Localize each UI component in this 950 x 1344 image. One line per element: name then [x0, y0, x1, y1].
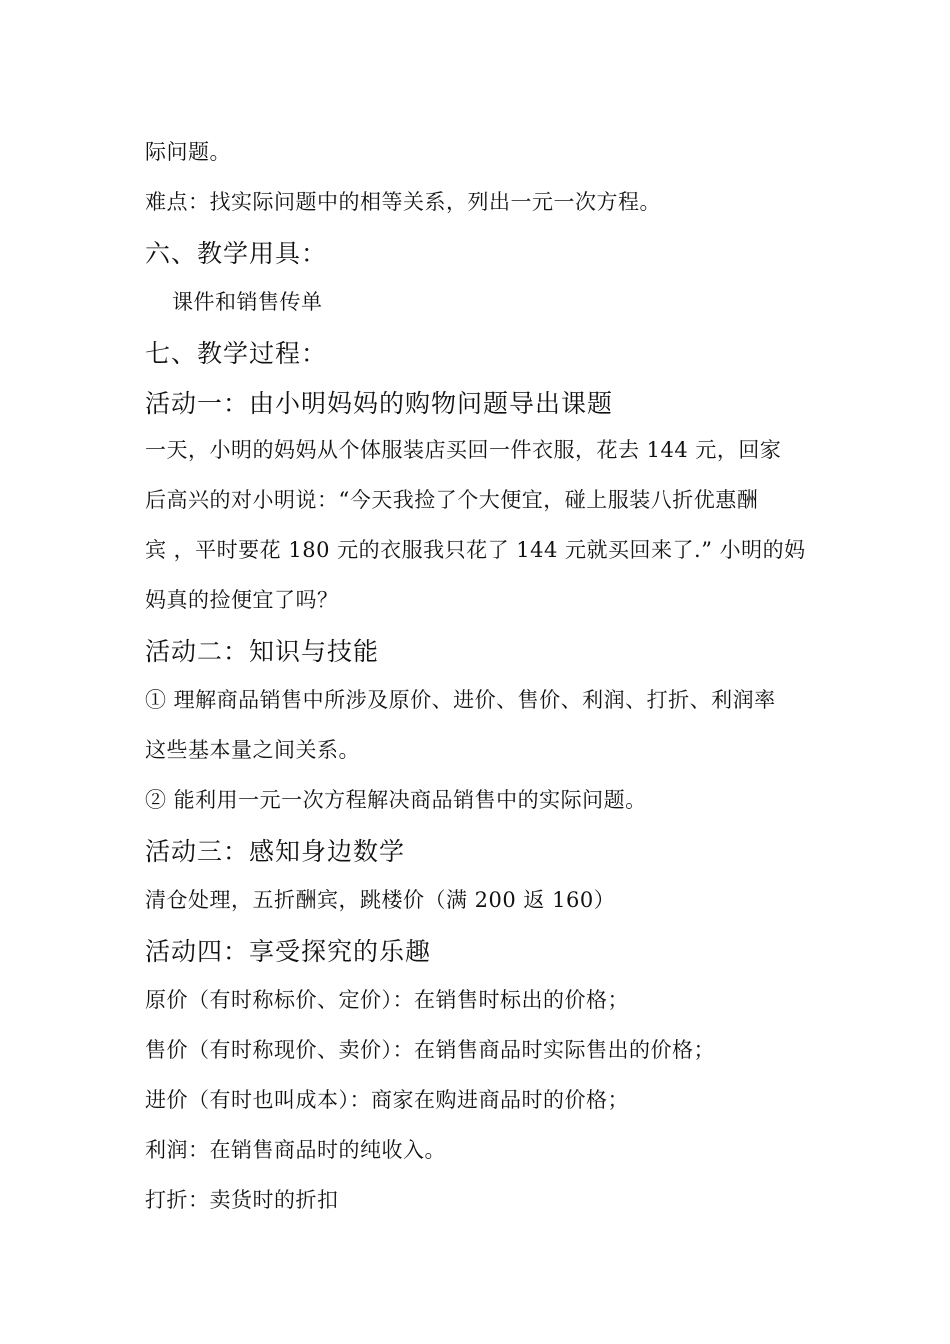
section-heading-tools: 六、教学用具： — [145, 239, 328, 268]
continued-text: 际问题。 — [145, 140, 231, 164]
difficulty-text: 难点：找实际问题中的相等关系，列出一元一次方程。 — [145, 190, 661, 214]
definition-line: 利润：在销售商品时的纯收入。 — [145, 1138, 446, 1162]
definition-line: 进价（有时也叫成本）：商家在购进商品时的价格； — [145, 1088, 629, 1112]
definition-line: 原价（有时称标价、定价）：在销售时标出的价格； — [145, 988, 629, 1012]
definition-line: 售价（有时称现价、卖价）：在销售商品时实际售出的价格； — [145, 1038, 715, 1062]
paragraph-line: 宾 ，平时要花 180 元的衣服我只花了 144 元就买回来了.” 小明的妈 — [145, 538, 806, 562]
paragraph-line: 后高兴的对小明说：“今天我捡了个大便宜，碰上服装八折优惠酬 — [145, 488, 759, 512]
activity-heading-4: 活动四：享受探究的乐趣 — [145, 937, 432, 966]
list-item: ① 理解商品销售中所涉及原价、进价、售价、利润、打折、利润率 — [145, 688, 776, 712]
activity-heading-3: 活动三：感知身边数学 — [145, 837, 406, 866]
activity-heading-2: 活动二：知识与技能 — [145, 637, 380, 666]
section-heading-process: 七、教学过程： — [145, 339, 328, 368]
activity-heading-1: 活动一：由小明妈妈的购物问题导出课题 — [145, 389, 614, 418]
paragraph-line: 一天，小明的妈妈从个体服装店买回一件衣服，花去 144 元，回家 — [145, 438, 782, 462]
tools-text: 课件和销售传单 — [172, 290, 323, 314]
definition-line: 打折：卖货时的折扣 — [145, 1188, 339, 1212]
paragraph-line: 清仓处理，五折酬宾，跳楼价（满 200 返 160） — [145, 888, 616, 912]
paragraph-line: 妈真的捡便宜了吗？ — [145, 588, 339, 612]
list-item: ② 能利用一元一次方程解决商品销售中的实际问题。 — [145, 788, 647, 812]
list-item-continued: 这些基本量之间关系。 — [145, 738, 360, 762]
